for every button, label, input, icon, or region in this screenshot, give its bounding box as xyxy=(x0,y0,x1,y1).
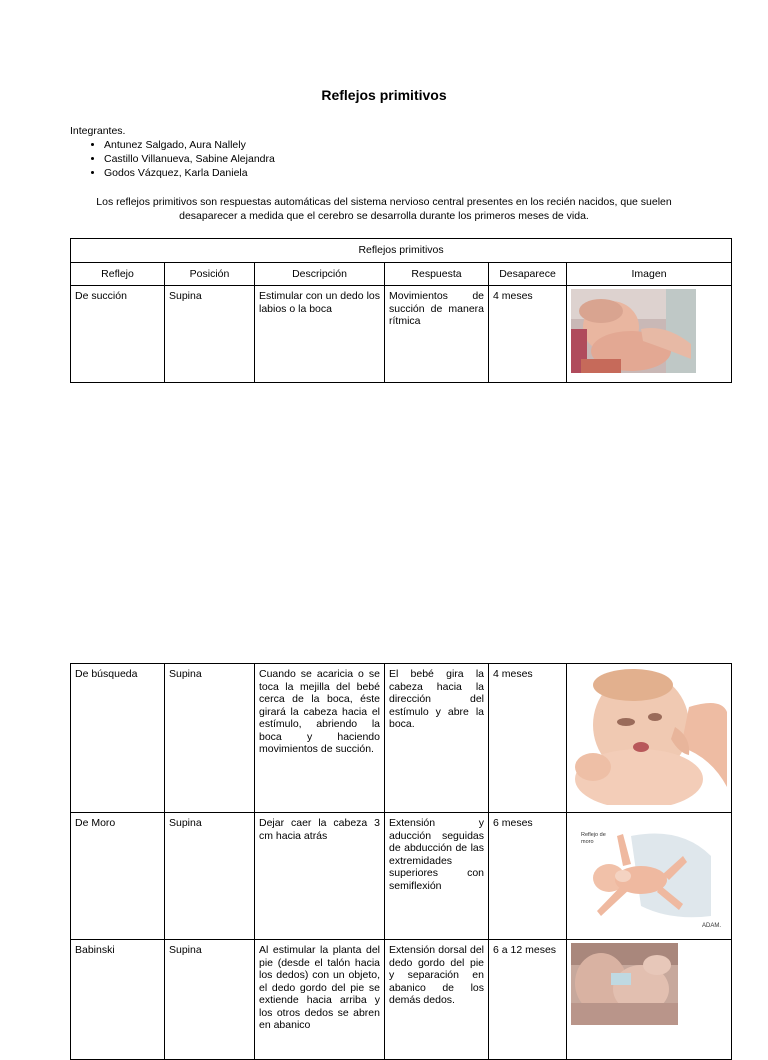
cell-desaparece: 6 meses xyxy=(489,813,567,940)
table-caption: Reflejos primitivos xyxy=(71,239,732,263)
cell-descripcion: Dejar caer la cabeza 3 cm hacia atrás xyxy=(255,813,385,940)
suction-reflex-photo xyxy=(571,289,727,373)
cell-desaparece: 6 a 12 meses xyxy=(489,940,567,1060)
cell-imagen xyxy=(567,286,732,383)
column-header: Imagen xyxy=(567,263,732,286)
members-label: Integrantes. xyxy=(70,125,126,137)
babinski-reflex-photo xyxy=(571,943,727,1025)
member-item: • Antunez Salgado, Aura Nallely xyxy=(104,138,275,152)
table-row xyxy=(71,664,732,813)
cell-posicion: Supina xyxy=(165,664,255,813)
intro-paragraph: Los reflejos primitivos son respuestas automáticas del sistema nervioso central presentes en los recién nacidos, que suelen desaparecer a medida que el cerebro se desarrolla durante los primeros meses de vida. xyxy=(96,196,672,222)
rooting-reflex-photo xyxy=(571,667,727,805)
cell-imagen xyxy=(567,940,732,1060)
column-header: Desaparece xyxy=(489,263,567,286)
moro-reflex-illustration xyxy=(571,816,727,934)
cell-respuesta: Extensión y aducción seguidas de abducción de las extremidades superiores con semiflexión xyxy=(385,813,489,940)
table-row xyxy=(71,940,732,1060)
member-item: • Godos Vázquez, Karla Daniela xyxy=(104,166,275,180)
cell-desaparece: 4 meses xyxy=(489,286,567,383)
member-item: • Castillo Villanueva, Sabine Alejandra xyxy=(104,152,275,166)
column-header: Reflejo xyxy=(71,263,165,286)
reflexes-table xyxy=(70,238,732,383)
cell-respuesta: El bebé gira la cabeza hacia la dirección del estímulo y abre la boca. xyxy=(385,664,489,813)
cell-reflejo: De Moro xyxy=(71,813,165,940)
reflexes-table-continued xyxy=(70,663,732,1060)
cell-respuesta: Movimientos de succión de manera rítmica xyxy=(385,286,489,383)
page-title: Reflejos primitivos xyxy=(321,87,447,103)
cell-posicion: Supina xyxy=(165,813,255,940)
cell-descripcion: Al estimular la planta del pie (desde el talón hacia los dedos) con un objeto, el dedo gordo del pie se extiende hacia arriba y los otros dedos se abren en abanico xyxy=(255,940,385,1060)
cell-reflejo: Babinski xyxy=(71,940,165,1060)
cell-posicion: Supina xyxy=(165,940,255,1060)
table-row xyxy=(71,813,732,940)
column-header: Descripción xyxy=(255,263,385,286)
cell-imagen xyxy=(567,813,732,940)
cell-reflejo: De búsqueda xyxy=(71,664,165,813)
cell-posicion: Supina xyxy=(165,286,255,383)
members-section xyxy=(70,124,275,180)
members-list xyxy=(70,138,275,180)
image-credit: ADAM. xyxy=(701,922,721,929)
cell-respuesta: Extensión dorsal del dedo gordo del pie y separación en abanico de los demás dedos. xyxy=(385,940,489,1060)
cell-imagen xyxy=(567,664,732,813)
image-caption: Reflejo de moro xyxy=(581,832,606,845)
column-header: Posición xyxy=(165,263,255,286)
cell-desaparece: 4 meses xyxy=(489,664,567,813)
table-row xyxy=(71,286,732,383)
cell-descripcion: Estimular con un dedo los labios o la boca xyxy=(255,286,385,383)
cell-reflejo: De succión xyxy=(71,286,165,383)
column-header: Respuesta xyxy=(385,263,489,286)
cell-descripcion: Cuando se acaricia o se toca la mejilla del bebé cerca de la boca, éste girará la cabeza hacia el estímulo, abriendo la boca y haciendo movimientos de succión. xyxy=(255,664,385,813)
